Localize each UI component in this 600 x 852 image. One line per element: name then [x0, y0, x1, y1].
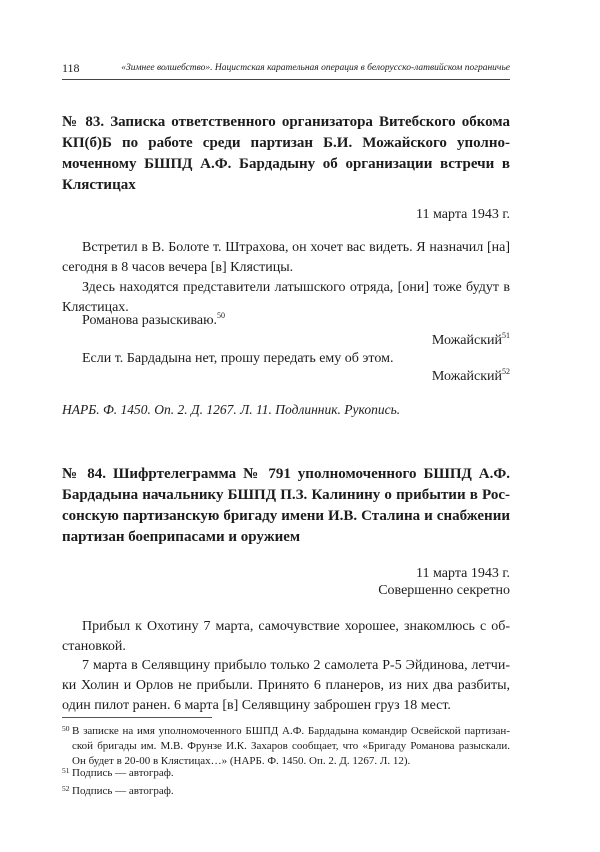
doc84-title: № 84. Шифртелеграмма № 791 уполномоченного БШПД А.Ф. Бардадына начальнику БШПД П.З. Калинину о прибытии в Россонскую партизанскую бригаду имени И.В. Сталина и снабжении партизан боеприпасами и оружием — [62, 466, 510, 545]
doc83-paragraph-4: Если т. Бардадына нет, прошу передать ему об этом. — [82, 351, 394, 366]
footnote-50 — [62, 724, 510, 769]
doc83-paragraph-2: Здесь находятся представители латышского отряда, [они] тоже будут в Клястицах. — [62, 280, 510, 315]
footnote-number: 50 — [62, 724, 70, 733]
doc84-classification: Совершенно секретно — [378, 583, 510, 598]
doc83-signature-1: Можайский$^{51}$ — [431, 331, 510, 348]
doc83-signature-2: Можайский$^{52}$ — [431, 367, 510, 384]
footnote-text: В записке на имя уполномоченного БШПД А.Ф. Бардадына командир Освейской партизанской бригады им. М.В. Фрунзе И.К. Захаров сообщает, что «Бригаду Романова разыскали. Он будет в 20-00 в Клястицах…» (НАРБ. Ф. 1450. Оп. 2. Д. 1267. Л. 12). — [72, 725, 510, 767]
header-rule — [62, 79, 510, 80]
footnote-rule — [62, 717, 212, 718]
footnote-text: Подпись — автограф. — [72, 785, 174, 797]
footnote-ref-50: 50 — [217, 311, 226, 320]
doc84-date: 11 марта 1943 г. — [416, 566, 510, 581]
doc84-paragraph-2: 7 марта в Селявщину прибыло только 2 самолета Р-5 Эйдинова, летчики Холин и Орлов не прибыли. Принято 6 планеров, из них два разбиты, один пилот ранен. 6 марта [в] Селявщину заброшен груз 18 мест. — [62, 658, 510, 713]
doc83-source: НАРБ. Ф. 1450. Оп. 2. Д. 1267. Л. 11. Подлинник. Рукопись. — [62, 402, 401, 417]
doc84-paragraph-1: Прибыл к Охотину 7 марта, самочувствие хорошее, знакомлюсь с обстановкой. — [62, 619, 510, 654]
doc83-paragraph-1: Встретил в В. Болоте т. Штрахова, он хочет вас видеть. Я назначил [на] сегодня в 8 часов вечера [в] Клястицы. — [62, 240, 510, 275]
document-page — [62, 0, 510, 852]
footnote-ref-51: 51 — [502, 331, 510, 340]
page-header — [62, 61, 510, 75]
running-title: «Зимнее волшебство». Нацистская карательная операция в белорусско-латвийском пограничье — [121, 63, 510, 73]
page-number: 118 — [62, 61, 80, 75]
footnote-text: Подпись — автограф. — [72, 767, 174, 779]
footnote-ref-52: 52 — [502, 367, 510, 376]
footnote-number: 51 — [62, 766, 70, 775]
doc83-paragraph-3: Романова разыскиваю.$^{50}$ — [82, 311, 226, 328]
footnote-51 — [62, 766, 510, 781]
doc83-date: 11 марта 1943 г. — [416, 207, 510, 222]
footnote-52 — [62, 784, 510, 799]
footnote-number: 52 — [62, 784, 70, 793]
doc83-title: № 83. Записка ответственного организатора Витебского обкома КП(б)Б по работе среди партизан Б.И. Можайского уполномоченному БШПД А.Ф. Бардадыну об организации встречи в Клястицах — [62, 114, 510, 193]
